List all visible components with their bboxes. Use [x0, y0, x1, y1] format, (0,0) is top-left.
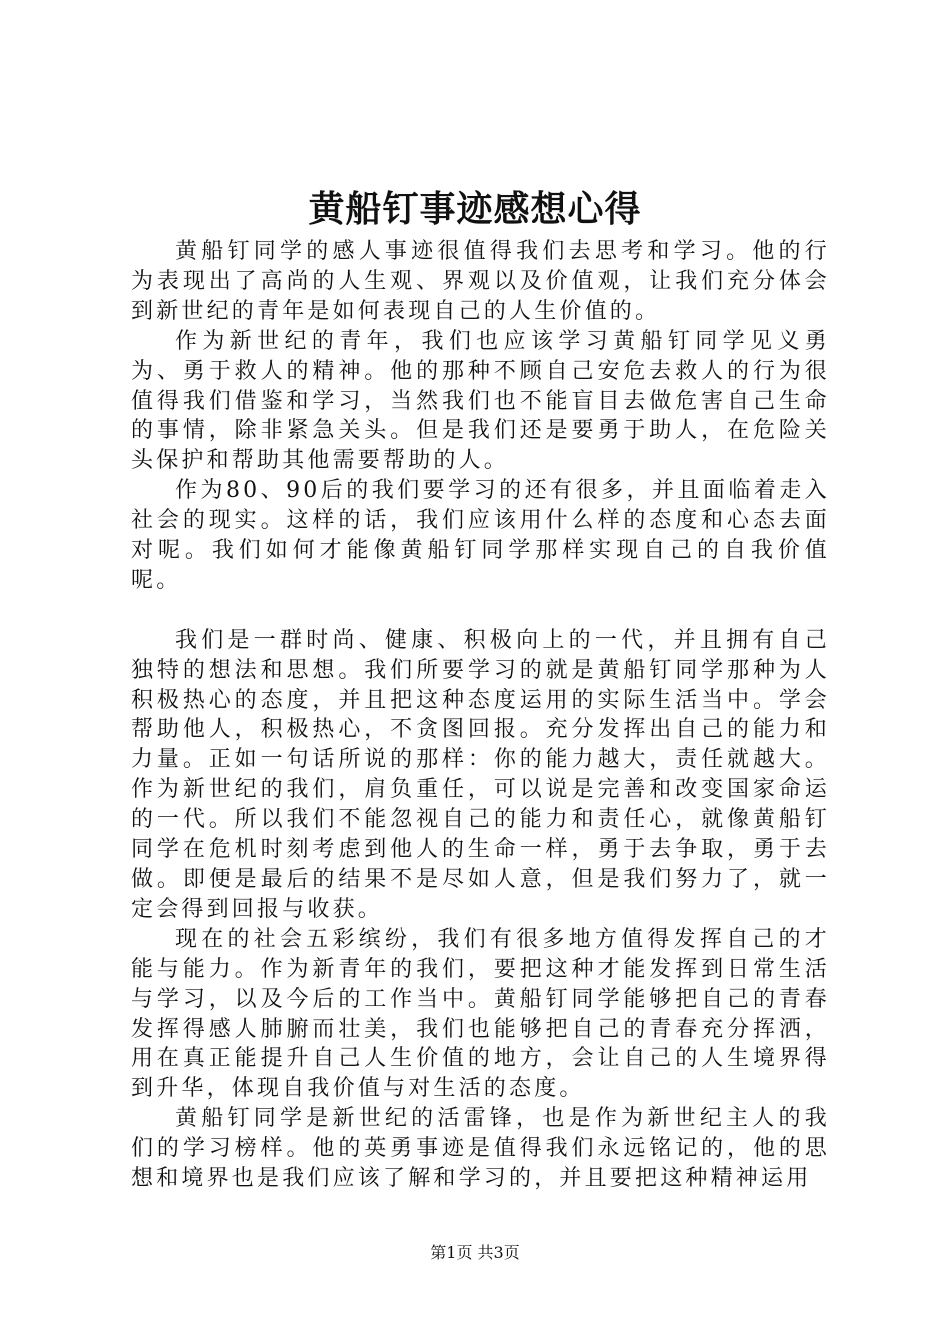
document-title: 黄船钉事迹感想心得: [308, 188, 642, 230]
paragraph-5: 现在的社会五彩缤纷，我们有很多地方值得发挥自己的才能与能力。作为新青年的我们，要把这种才能发挥到日常生活与学习，以及今后的工作当中。黄船钉同学能够把自己的青春发挥得感人肺腑而壮美，我们也能够把自己的青春充分挥洒，用在真正能提升自己人生价值的地方，会让自己的人生境界得到升华，体现自我价值与对生活的态度。: [131, 926, 830, 1102]
paragraph-3: 作为80、90后的我们要学习的还有很多，并且面临着走入社会的现实。这样的话，我们应该用什么样的态度和心态去面对呢。我们如何才能像黄船钉同学那样实现自己的自我价值呢。: [131, 478, 830, 593]
document-body: [131, 237, 830, 1194]
paragraph-6: 黄船钉同学是新世纪的活雷锋，也是作为新世纪主人的我们的学习榜样。他的英勇事迹是值得我们永远铭记的，他的思想和境界也是我们应该了解和学习的，并且要把这种精神运用: [131, 1106, 830, 1192]
paragraph-gap: [131, 596, 830, 626]
paragraph-1: 黄船钉同学的感人事迹很值得我们去思考和学习。他的行为表现出了高尚的人生观、界观以及价值观，让我们充分体会到新世纪的青年是如何表现自己的人生价值的。: [131, 239, 830, 324]
paragraph-4: 我们是一群时尚、健康、积极向上的一代，并且拥有自己独特的想法和思想。我们所要学习的就是黄船钉同学那种为人积极热心的态度，并且把这种态度运用的实际生活当中。学会帮助他人，积极热心，不贪图回报。充分发挥出自己的能力和力量。正如一句话所说的那样：你的能力越大，责任就越大。作为新世纪的我们，肩负重任，可以说是完善和改变国家命运的一代。所以我们不能忽视自己的能力和责任心，就像黄船钉同学在危机时刻考虑到他人的生命一样，勇于去争取，勇于去做。即便是最后的结果不是尽如人意，但是我们努力了，就一定会得到回报与收获。: [131, 627, 830, 922]
paragraph-2: 作为新世纪的青年，我们也应该学习黄船钉同学见义勇为、勇于救人的精神。他的那种不顾自己安危去救人的行为很值得我们借鉴和学习，当然我们也不能盲目去做危害自己生命的事情，除非紧急关头。但是我们还是要勇于助人，在危险关头保护和帮助其他需要帮助的人。: [131, 328, 830, 474]
page-number-footer: 第1页 共3页: [430, 1243, 520, 1262]
